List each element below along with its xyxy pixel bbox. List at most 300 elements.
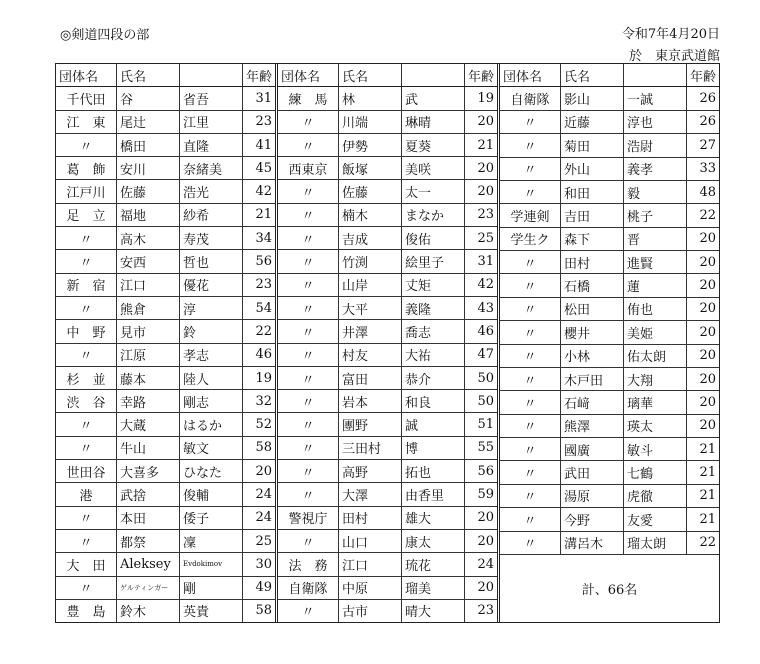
given-name-cell: はるか (180, 413, 243, 436)
section-title: ◎剣道四段の部 (60, 28, 150, 43)
table-row (277, 390, 498, 413)
team-cell: 杉 並 (56, 366, 117, 389)
team-cell: 法 務 (277, 553, 339, 576)
given-name-cell: 鈴 (180, 320, 243, 343)
team-cell: 〃 (56, 343, 117, 366)
table-row (56, 366, 275, 389)
team-cell: 〃 (499, 297, 561, 320)
table-row (499, 531, 720, 554)
age-cell: 58 (243, 436, 276, 459)
given-name-cell: 拓也 (402, 460, 465, 483)
given-name-cell: 剛 (180, 576, 243, 599)
surname-cell: 大平 (339, 296, 402, 319)
given-name-cell: 康太 (402, 529, 465, 552)
surname-cell: 大澤 (339, 483, 402, 506)
team-cell: 港 (56, 483, 117, 506)
given-name-cell: 太一 (402, 180, 465, 203)
age-cell: 24 (243, 483, 276, 506)
table-row (56, 203, 275, 226)
surname-cell: 田村 (561, 251, 624, 274)
age-cell: 50 (465, 390, 498, 413)
age-cell: 20 (465, 576, 498, 599)
team-cell: 〃 (277, 343, 339, 366)
age-cell: 20 (687, 391, 720, 414)
surname-cell: 溝呂木 (561, 531, 624, 554)
surname-cell: 松田 (561, 297, 624, 320)
team-cell: 〃 (499, 321, 561, 344)
surname-cell: 國廣 (561, 438, 624, 461)
surname-cell: 中原 (339, 576, 402, 599)
given-name-cell: 喬志 (402, 320, 465, 343)
given-name-cell: 美咲 (402, 157, 465, 180)
team-cell: 〃 (499, 438, 561, 461)
age-cell: 46 (243, 343, 276, 366)
team-cell: 〃 (277, 483, 339, 506)
team-cell: 〃 (499, 367, 561, 390)
age-cell: 49 (243, 576, 276, 599)
team-cell: 千代田 (56, 87, 117, 110)
age-cell: 25 (243, 529, 276, 552)
age-cell: 20 (687, 367, 720, 390)
surname-cell: 竹渕 (339, 250, 402, 273)
surname-cell: 大喜多 (117, 460, 180, 483)
team-cell: 中 野 (56, 320, 117, 343)
table-row (277, 343, 498, 366)
name-header: 氏名 (339, 64, 402, 87)
team-cell: 新 宿 (56, 273, 117, 296)
surname-cell: 本田 (117, 506, 180, 529)
given-name-cell: 省吾 (180, 87, 243, 110)
team-cell: 〃 (277, 203, 339, 226)
age-cell: 42 (465, 273, 498, 296)
table-row (277, 413, 498, 436)
table-row (499, 508, 720, 531)
given-name-cell: 由香里 (402, 483, 465, 506)
age-cell: 19 (243, 366, 276, 389)
age-cell: 20 (465, 110, 498, 133)
age-cell: 20 (687, 274, 720, 297)
team-cell: 〃 (56, 506, 117, 529)
age-cell: 25 (465, 227, 498, 250)
table-row (499, 321, 720, 344)
surname-cell: 佐藤 (339, 180, 402, 203)
header-row (56, 64, 275, 87)
team-cell: 〃 (499, 157, 561, 180)
team-cell: 〃 (56, 576, 117, 599)
given-name-cell: 雄大 (402, 506, 465, 529)
given-name-cell: 友愛 (624, 508, 687, 531)
surname-cell: 岩本 (339, 390, 402, 413)
table-row (56, 180, 275, 203)
given-name-cell: 優花 (180, 273, 243, 296)
team-cell: 学生ク (499, 227, 561, 250)
given-name-cell: 桃子 (624, 204, 687, 227)
age-cell: 56 (243, 250, 276, 273)
age-cell: 23 (243, 110, 276, 133)
surname-cell: 大蔵 (117, 413, 180, 436)
total-row (499, 554, 720, 622)
given-name-cell: 奈緒美 (180, 157, 243, 180)
team-cell: 〃 (499, 110, 561, 133)
name-header: 氏名 (117, 64, 180, 87)
age-cell: 20 (465, 529, 498, 552)
age-cell: 23 (243, 273, 276, 296)
age-header: 年齢 (465, 64, 498, 87)
surname-cell: 田村 (339, 506, 402, 529)
team-cell: 大 田 (56, 553, 117, 576)
surname-cell: 江口 (339, 553, 402, 576)
age-cell: 23 (465, 599, 498, 622)
age-cell: 22 (687, 204, 720, 227)
given-name-cell: 倭子 (180, 506, 243, 529)
surname-cell: 安西 (117, 250, 180, 273)
table-row (56, 320, 275, 343)
given-name-cell: 侑也 (624, 297, 687, 320)
age-cell: 59 (465, 483, 498, 506)
age-cell: 34 (243, 227, 276, 250)
age-cell: 19 (465, 87, 498, 110)
surname-cell: 飯塚 (339, 157, 402, 180)
table-row (277, 227, 498, 250)
surname-cell: 富田 (339, 366, 402, 389)
table-row (499, 484, 720, 507)
age-cell: 50 (465, 366, 498, 389)
surname-cell: 吉田 (561, 204, 624, 227)
given-name-cell: 剛志 (180, 390, 243, 413)
team-cell: 〃 (56, 227, 117, 250)
surname-cell: 谷 (117, 87, 180, 110)
age-cell: 26 (687, 110, 720, 133)
age-cell: 22 (687, 531, 720, 554)
table-row (56, 87, 275, 110)
team-cell: 葛 飾 (56, 157, 117, 180)
surname-cell: 今野 (561, 508, 624, 531)
surname-cell: 菊田 (561, 134, 624, 157)
age-cell: 56 (465, 460, 498, 483)
table-row (56, 576, 275, 599)
table-row (277, 460, 498, 483)
table-row (277, 180, 498, 203)
surname-cell: 鈴木 (117, 599, 180, 622)
given-name-cell: 淳也 (624, 110, 687, 133)
given-name-cell: 絵里子 (402, 250, 465, 273)
team-cell: 〃 (277, 460, 339, 483)
surname-cell: 江口 (117, 273, 180, 296)
given-name-cell: 進賢 (624, 251, 687, 274)
given-name-cell: 琉花 (402, 553, 465, 576)
table-row (56, 529, 275, 552)
table-row (499, 391, 720, 414)
given-name-cell: 蓮 (624, 274, 687, 297)
team-cell: 〃 (499, 274, 561, 297)
team-cell: 豊 島 (56, 599, 117, 622)
age-cell: 20 (687, 251, 720, 274)
surname-cell: 石﨑 (561, 391, 624, 414)
surname-cell: ゲルティンガー (117, 576, 180, 599)
table-row (56, 460, 275, 483)
surname-cell: 佐藤 (117, 180, 180, 203)
header-info (622, 24, 720, 68)
surname-cell: 川端 (339, 110, 402, 133)
surname-cell: 牛山 (117, 436, 180, 459)
given-name-cell: 大翔 (624, 367, 687, 390)
age-cell: 20 (465, 157, 498, 180)
team-cell: 西東京 (277, 157, 339, 180)
table-row (56, 506, 275, 529)
given-name-cell: 孝志 (180, 343, 243, 366)
table-row (499, 87, 720, 110)
table-row (56, 133, 275, 156)
age-cell: 21 (687, 461, 720, 484)
table-row (277, 87, 498, 110)
team-cell: 〃 (277, 320, 339, 343)
surname-cell: 櫻井 (561, 321, 624, 344)
table-row (499, 367, 720, 390)
team-cell: 〃 (56, 436, 117, 459)
table-row (277, 366, 498, 389)
given-name-cell: 瑛太 (624, 414, 687, 437)
team-cell: 〃 (277, 227, 339, 250)
team-cell: 〃 (277, 273, 339, 296)
table-row (277, 203, 498, 226)
given-name-cell: 淳 (180, 296, 243, 319)
age-cell: 47 (465, 343, 498, 366)
given-name-cell: 凜 (180, 529, 243, 552)
age-cell: 21 (465, 133, 498, 156)
given-name-cell: 武 (402, 87, 465, 110)
surname-cell: 山口 (339, 529, 402, 552)
table-row (277, 273, 498, 296)
age-cell: 41 (243, 133, 276, 156)
team-cell: 〃 (277, 529, 339, 552)
surname-cell: 石橋 (561, 274, 624, 297)
given-name-cell: 江里 (180, 110, 243, 133)
team-cell: 〃 (56, 296, 117, 319)
given-name-cell: 博 (402, 436, 465, 459)
age-cell: 24 (465, 553, 498, 576)
given-name-cell: 一誠 (624, 87, 687, 110)
table-row (277, 320, 498, 343)
age-cell: 48 (687, 180, 720, 203)
table-row (499, 227, 720, 250)
surname-cell: 見市 (117, 320, 180, 343)
table-row (56, 273, 275, 296)
table-row (277, 436, 498, 459)
table-row (499, 157, 720, 180)
age-cell: 21 (687, 484, 720, 507)
table-row (499, 251, 720, 274)
table-row (56, 343, 275, 366)
surname-cell: 尾辻 (117, 110, 180, 133)
given-name-cell: 義孝 (624, 157, 687, 180)
surname-cell: 伊勢 (339, 133, 402, 156)
name-header: 氏名 (561, 64, 624, 87)
team-cell: 〃 (499, 180, 561, 203)
given-name-cell: 浩光 (180, 180, 243, 203)
given-name-cell: 陸人 (180, 366, 243, 389)
team-cell: 渋 谷 (56, 390, 117, 413)
age-cell: 22 (243, 320, 276, 343)
roster-block (56, 64, 275, 622)
table-row (56, 157, 275, 180)
team-cell: 〃 (499, 414, 561, 437)
surname-cell: 山岸 (339, 273, 402, 296)
given-name-cell: 毅 (624, 180, 687, 203)
table-row (499, 438, 720, 461)
name-header-blank (180, 64, 243, 87)
age-cell: 43 (465, 296, 498, 319)
table-row (277, 110, 498, 133)
team-cell: 〃 (277, 110, 339, 133)
given-name-cell: 哲也 (180, 250, 243, 273)
table-row (56, 599, 275, 622)
age-cell: 52 (243, 413, 276, 436)
surname-cell: 安川 (117, 157, 180, 180)
age-cell: 20 (687, 321, 720, 344)
team-cell: 〃 (277, 180, 339, 203)
age-cell: 46 (465, 320, 498, 343)
table-row (499, 204, 720, 227)
age-cell: 42 (243, 180, 276, 203)
given-name-cell: 七鶴 (624, 461, 687, 484)
table-row (56, 296, 275, 319)
total-count: 計、66名 (499, 554, 720, 622)
table-row (56, 390, 275, 413)
surname-cell: 三田村 (339, 436, 402, 459)
team-cell: 〃 (499, 484, 561, 507)
table-row (499, 461, 720, 484)
given-name-cell: 敏文 (180, 436, 243, 459)
age-cell: 26 (687, 87, 720, 110)
table-row (499, 297, 720, 320)
roster-table (55, 63, 720, 623)
team-cell: 〃 (56, 413, 117, 436)
surname-cell: 古市 (339, 599, 402, 622)
surname-cell: 村友 (339, 343, 402, 366)
event-venue: 於 東京武道館 (628, 49, 720, 64)
team-cell: 自衛隊 (499, 87, 561, 110)
given-name-cell: 大祐 (402, 343, 465, 366)
table-row (56, 413, 275, 436)
team-cell: 〃 (499, 251, 561, 274)
surname-cell: 湯原 (561, 484, 624, 507)
age-cell: 21 (687, 508, 720, 531)
team-cell: 〃 (277, 133, 339, 156)
table-row (56, 436, 275, 459)
given-name-cell: 和良 (402, 390, 465, 413)
surname-cell: 幸路 (117, 390, 180, 413)
age-cell: 54 (243, 296, 276, 319)
team-cell: 江 東 (56, 110, 117, 133)
name-header-blank (402, 64, 465, 87)
team-cell: 〃 (277, 390, 339, 413)
given-name-cell: 寿茂 (180, 227, 243, 250)
team-cell: 〃 (56, 250, 117, 273)
roster-block (497, 64, 719, 622)
given-name-cell: 義隆 (402, 296, 465, 319)
team-cell: 江戸川 (56, 180, 117, 203)
surname-cell: 林 (339, 87, 402, 110)
surname-cell: 武田 (561, 461, 624, 484)
age-cell: 27 (687, 134, 720, 157)
given-name-cell: Evdokimov (180, 553, 243, 576)
surname-cell: 高木 (117, 227, 180, 250)
team-cell: 警視庁 (277, 506, 339, 529)
given-name-cell: 璃華 (624, 391, 687, 414)
surname-cell: 藤本 (117, 366, 180, 389)
given-name-cell: 浩尉 (624, 134, 687, 157)
surname-cell: 吉成 (339, 227, 402, 250)
surname-cell: 武捨 (117, 483, 180, 506)
surname-cell: 和田 (561, 180, 624, 203)
team-header: 団体名 (277, 64, 339, 87)
surname-cell: 近藤 (561, 110, 624, 133)
table-row (499, 180, 720, 203)
team-cell: 〃 (56, 133, 117, 156)
given-name-cell: 琳晴 (402, 110, 465, 133)
age-cell: 33 (687, 157, 720, 180)
surname-cell: 福地 (117, 203, 180, 226)
age-cell: 30 (243, 553, 276, 576)
team-cell: 〃 (499, 461, 561, 484)
age-cell: 23 (465, 203, 498, 226)
table-row (277, 483, 498, 506)
surname-cell: 橋田 (117, 133, 180, 156)
surname-cell: 影山 (561, 87, 624, 110)
surname-cell: 熊澤 (561, 414, 624, 437)
team-cell: 学連剣 (499, 204, 561, 227)
age-cell: 20 (687, 414, 720, 437)
age-cell: 31 (243, 87, 276, 110)
given-name-cell: 瑠美 (402, 576, 465, 599)
surname-cell: 外山 (561, 157, 624, 180)
age-cell: 20 (465, 506, 498, 529)
given-name-cell: 恭介 (402, 366, 465, 389)
table-row (499, 110, 720, 133)
header-row (277, 64, 498, 87)
table-row (277, 506, 498, 529)
team-cell: 練 馬 (277, 87, 339, 110)
table-row (499, 344, 720, 367)
age-cell: 20 (687, 297, 720, 320)
team-header: 団体名 (499, 64, 561, 87)
table-row (277, 157, 498, 180)
surname-cell: 木戸田 (561, 367, 624, 390)
team-header: 団体名 (56, 64, 117, 87)
table-row (56, 110, 275, 133)
table-row (499, 414, 720, 437)
table-row (277, 599, 498, 622)
age-header: 年齢 (687, 64, 720, 87)
age-cell: 21 (243, 203, 276, 226)
team-cell: 〃 (277, 436, 339, 459)
age-cell: 20 (243, 460, 276, 483)
given-name-cell: 夏葵 (402, 133, 465, 156)
table-row (56, 483, 275, 506)
age-cell: 58 (243, 599, 276, 622)
given-name-cell: 直隆 (180, 133, 243, 156)
given-name-cell: まなか (402, 203, 465, 226)
surname-cell: 井澤 (339, 320, 402, 343)
team-cell: 〃 (277, 366, 339, 389)
table-row (277, 529, 498, 552)
given-name-cell: 丈矩 (402, 273, 465, 296)
age-cell: 31 (465, 250, 498, 273)
team-cell: 足 立 (56, 203, 117, 226)
age-cell: 45 (243, 157, 276, 180)
team-cell: 〃 (499, 134, 561, 157)
team-cell: 〃 (499, 344, 561, 367)
